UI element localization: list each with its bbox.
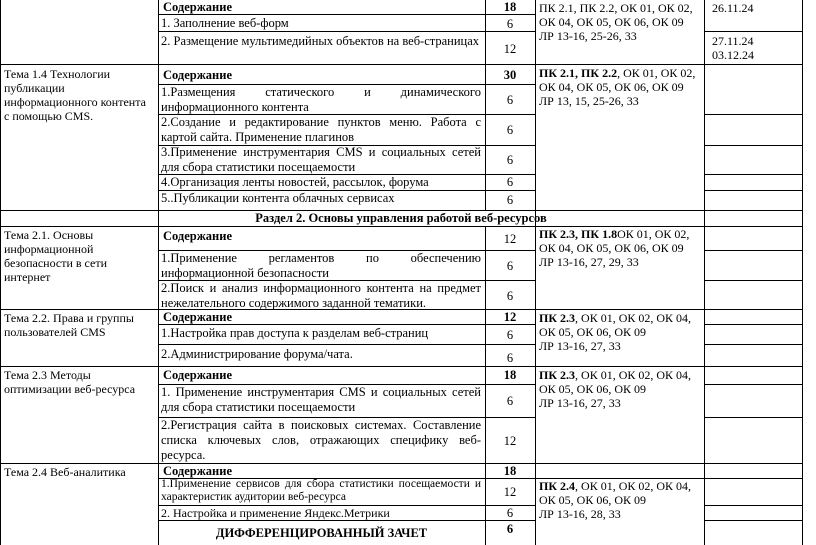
topic-title: Тема 2.1. Основы информационной безопасности в сети интернет <box>4 228 108 284</box>
date: 26.11.24 <box>712 1 754 15</box>
competencies: ПК 2.1, ПК 2.2, ОК 01, ОК 02, ОК 04, ОК 05, ОК 06, ОК 09 ЛР 13, 15, 25-26, 33 <box>539 66 696 108</box>
content-item-text: 1.Применение сервисов для сбора статистики посещаемости и характеристик аудитории веб-ресурса <box>161 478 481 503</box>
content-label: Содержание <box>163 368 233 382</box>
competencies: ПК 2.4, ОК 01, ОК 02, ОК 04, ОК 05, ОК 06, ОК 09 ЛР 13-16, 28, 33 <box>539 479 692 521</box>
content-hours: 12 <box>503 310 517 324</box>
content-item-text: 2. Настройка и применение Яндекс.Метрики <box>161 506 390 520</box>
content-item-hours: 12 <box>503 42 517 56</box>
content-item-hours: 12 <box>503 434 517 448</box>
content-item-text: 1.Размещения статического и динамического информационного контента <box>161 85 481 114</box>
content-label: Содержание <box>163 464 233 478</box>
section-title: Раздел 2. Основы управления работой веб-ресурсов <box>255 211 547 225</box>
content-hours: 12 <box>503 232 517 246</box>
content-item-text: 2. Размещение мультимедийных объектов на веб-страницах <box>161 34 480 48</box>
content-hours: 18 <box>503 464 517 478</box>
content-item-text: 5..Публикации контента облачных сервисах <box>161 191 395 205</box>
content-item-hours: 6 <box>506 259 514 273</box>
content-hours: 18 <box>503 368 517 382</box>
content-item-hours: 6 <box>506 17 514 31</box>
content-item-hours: 6 <box>506 123 514 137</box>
content-item-text: 1. Заполнение веб-форм <box>161 16 289 30</box>
content-item-hours: 6 <box>506 93 514 107</box>
competencies: ПК 2.3, ОК 01, ОК 02, ОК 04, ОК 05, ОК 06, ОК 09 ЛР 13-16, 27, 33 <box>539 368 692 410</box>
content-item-hours: 6 <box>506 289 514 303</box>
content-item-text: 1.Настройка прав доступа к разделам веб-страниц <box>161 326 429 340</box>
date: 27.11.24 <box>712 34 754 48</box>
content-hours: 30 <box>503 68 517 82</box>
topic-title: Тема 2.3 Методы оптимизации веб-ресурса <box>4 368 136 396</box>
content-item-hours: 6 <box>506 351 514 365</box>
content-item-hours: 6 <box>506 394 514 408</box>
date: 03.12.24 <box>712 48 754 62</box>
content-item-hours: 6 <box>506 506 514 520</box>
content-item-text: 2.Создание и редактирование пунктов меню. Работа с картой сайта. Применение плагинов <box>161 115 481 144</box>
content-item-hours: 6 <box>506 153 514 167</box>
content-hours: 18 <box>503 0 517 14</box>
content-label: Содержание <box>163 68 233 82</box>
content-item-text: 4.Организация ленты новостей, рассылок, форума <box>161 175 429 189</box>
content-item-text: 1.Применение регламентов по обеспечению информационной безопасности <box>161 251 481 280</box>
topic-title: Тема 2.4 Веб-аналитика <box>4 465 126 479</box>
competencies: ПК 2.3, ОК 01, ОК 02, ОК 04, ОК 05, ОК 06, ОК 09 ЛР 13-16, 27, 33 <box>539 311 692 353</box>
content-item-hours: 6 <box>506 328 514 342</box>
content-item-text: 3.Применение инструментария CMS и социальных сетей для сбора статистики посещаемости <box>161 145 481 174</box>
content-item-text: 1. Применение инструментария CMS и социальных сетей для сбора статистики посещаемости <box>161 385 481 414</box>
competencies: ПК 2.1, ПК 2.2, ОК 01, ОК 02, ОК 04, ОК 05, ОК 06, ОК 09 ЛР 13-16, 25-26, 33 <box>539 1 693 43</box>
topic-title: Тема 2.2. Права и группы пользователей CMS <box>4 311 134 339</box>
final-hours: 6 <box>506 522 514 536</box>
competencies: ПК 2.3, ПК 1.8ОК 01, ОК 02, ОК 04, ОК 05, ОК 06, ОК 09 ЛР 13-16, 27, 29, 33 <box>539 227 690 269</box>
content-item-text: 2.Регистрация сайта в поисковых системах. Составление списка ключевых слов, отражающих специфику веб-ресурса. <box>161 418 481 462</box>
content-item-hours: 6 <box>506 193 514 207</box>
content-item-hours: 12 <box>503 485 517 499</box>
content-item-text: 2.Администрирование форума/чата. <box>161 347 353 361</box>
content-label: Содержание <box>163 0 233 14</box>
final-title: ДИФФЕРЕНЦИРОВАННЫЙ ЗАЧЕТ <box>215 526 428 540</box>
content-label: Содержание <box>163 310 233 324</box>
content-item-hours: 6 <box>506 175 514 189</box>
content-label: Содержание <box>163 229 233 243</box>
content-item-text: 2.Поиск и анализ информационного контента на предмет нежелательного содержимого заданной тематики. <box>161 281 481 310</box>
topic-title: Тема 1.4 Технологии публикации информационного контента с помощью CMS. <box>4 67 146 123</box>
